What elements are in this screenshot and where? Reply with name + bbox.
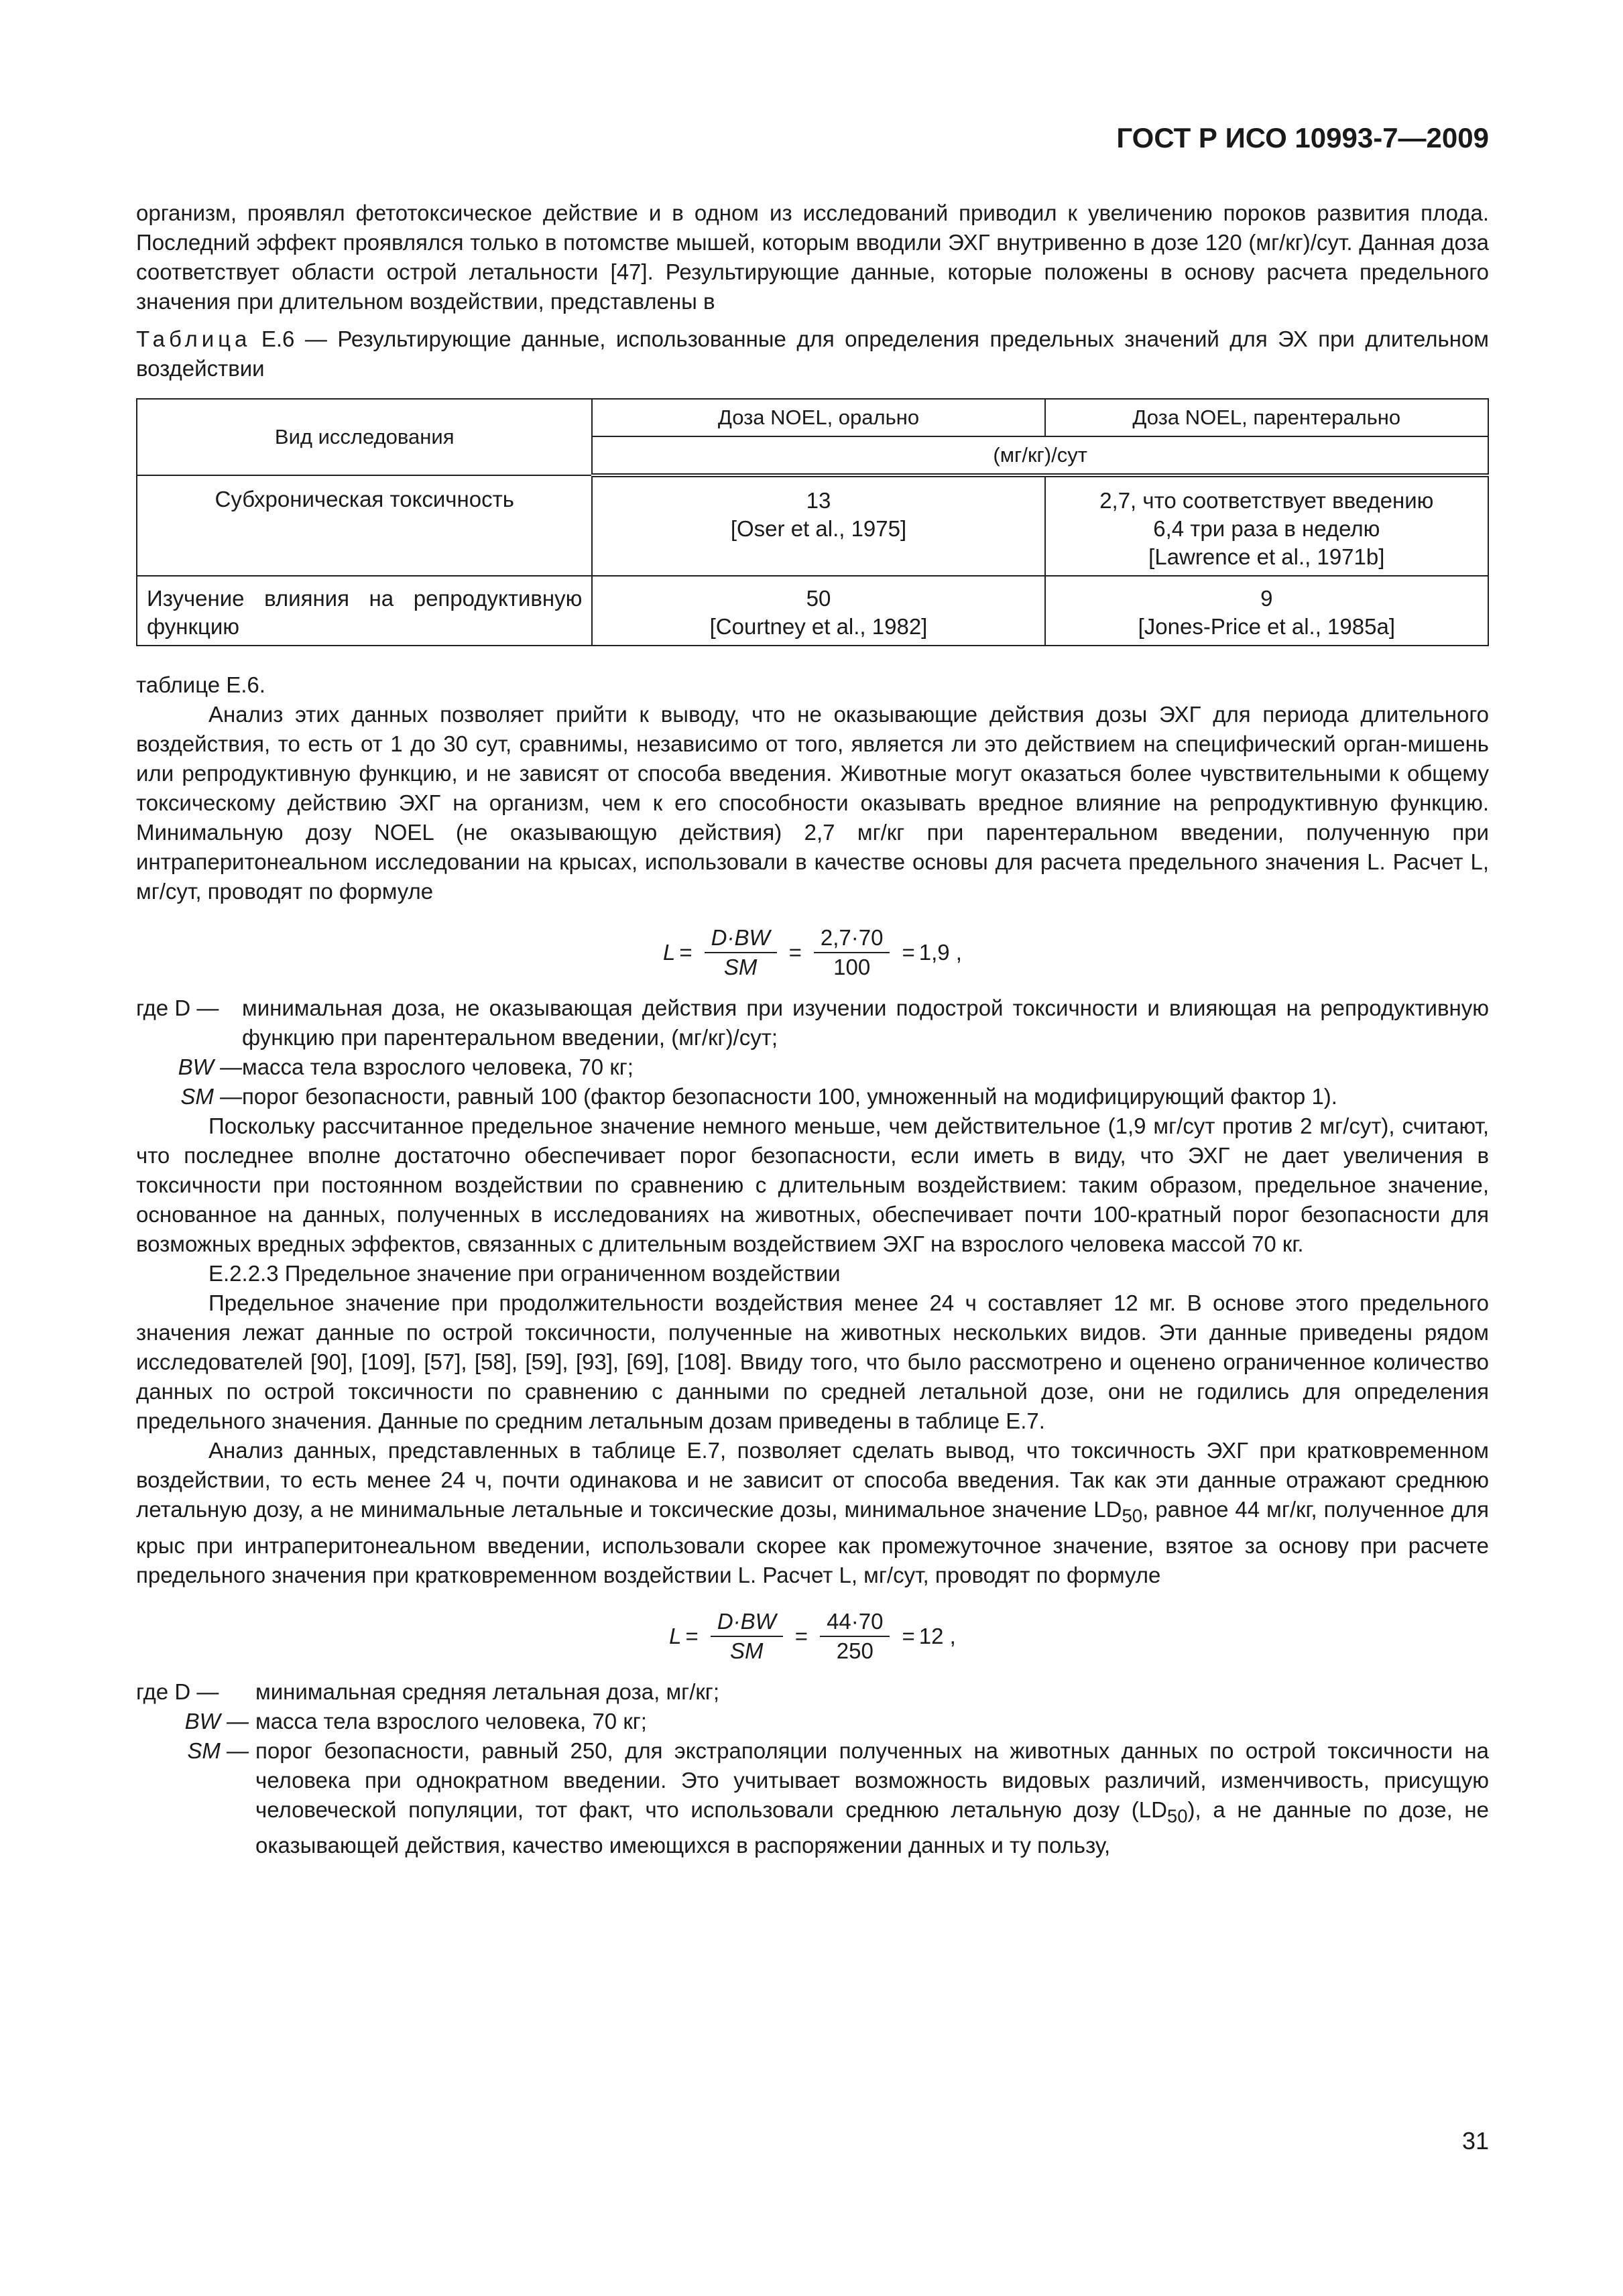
- table-row: [137, 576, 1488, 646]
- cell-par-line1: 2,7, что соответствует введению: [1099, 488, 1434, 513]
- formula-eq: =: [788, 940, 802, 965]
- page-content: [136, 198, 1489, 1860]
- cell-oral-value: 13: [806, 488, 831, 513]
- table-e6: [136, 398, 1489, 646]
- definition-text-part-a: порог безопасности, равный 250, для экстраполяции полученных на животных данных по острой токсичности на человека при однократном введении. Это учитывает возможность видовых различий, изменчивость, присущую человеческой популяции, тот факт, что использовали среднюю летальную дозу (LD: [255, 1738, 1489, 1822]
- formula-fraction-symbolic: [711, 1608, 783, 1665]
- formula-eq: =: [794, 1623, 808, 1648]
- header-study-type: Вид исследования: [137, 399, 592, 475]
- cell-par-line1: 9: [1260, 586, 1273, 611]
- paragraph-analysis-2-part-a: Анализ данных, представленных в таблице Е.7, позволяет сделать вывод, что токсичность ЭХГ при кратковременном воздействии, то есть менее 24 ч, почти одинакова и не зависит от способа введения. Так как эти данные отражают среднюю летальную дозу, а не минимальные летальные и токсические дозы, минимальное значение LD: [136, 1438, 1489, 1522]
- table-row: [137, 475, 1488, 576]
- table-caption: [136, 324, 1489, 383]
- definition-term: где D —: [136, 1679, 219, 1704]
- table-caption-text: Е.6 — Результирующие данные, использованные для определения предельных значений для ЭХ при длительном воздействии: [136, 326, 1489, 381]
- document-code-header: ГОСТ Р ИСО 10993-7—2009: [1116, 122, 1489, 154]
- definition-text: [249, 1736, 1489, 1861]
- formula-lhs: L: [669, 1623, 682, 1648]
- paragraph-intro: организм, проявлял фетотоксическое действие и в одном из исследований приводил к увеличению пороков развития плода. Последний эффект проявлялся только в потомстве мышей, которым вводили ЭХГ внутривенно в дозе 120 (мг/кг)/сут. Данная доза соответствует области острой летальности [47]. Результирующие данные, которые положены в основу расчета предельного значения при длительном воздействии, представлены в: [136, 200, 1489, 314]
- formula-numerator: 2,7·70: [814, 924, 890, 953]
- cell-parenteral: [1045, 576, 1488, 646]
- cell-study: Изучение влияния на репродуктивную функцию: [137, 576, 592, 646]
- formula-denominator: SM: [730, 1638, 764, 1663]
- cell-par-line2: 6,4 три раза в неделю: [1153, 516, 1380, 541]
- definition-term: где D —: [136, 995, 219, 1020]
- formula-eq: =: [685, 1623, 699, 1648]
- table-caption-label: Таблица: [136, 326, 251, 351]
- paragraph-analysis-2: [136, 1436, 1489, 1590]
- definitions-list-1: [136, 993, 1489, 1111]
- definition-term: BW —: [178, 1054, 242, 1079]
- cell-oral: [592, 475, 1044, 576]
- formula-denominator: 250: [836, 1638, 874, 1663]
- cell-par-line2: [Jones-Price et al., 1985a]: [1138, 614, 1395, 639]
- definition-term: SM —: [180, 1084, 242, 1109]
- paragraph-table-end: таблице Е.6.: [136, 672, 265, 697]
- definition-text: масса тела взрослого человека, 70 кг;: [242, 1054, 634, 1079]
- paragraph-analysis-2-part-b: , равное 44 мг/кг, полученное для крыс при интраперитонеальном введении, использовали скорее как промежуточное значение, взятое за основу при расчете предельного значения при кратковременном воздействии L. Расчет L, мг/сут, проводят по формуле: [136, 1497, 1489, 1587]
- cell-study: Субхроническая токсичность: [137, 475, 592, 576]
- definition-text: минимальная средняя летальная доза, мг/кг;: [255, 1679, 720, 1704]
- page-number: 31: [1461, 2127, 1489, 2155]
- definition-text: масса тела взрослого человека, 70 кг;: [255, 1708, 647, 1734]
- formula-short-term: [136, 1608, 1489, 1665]
- paragraph-since: Поскольку рассчитанное предельное значение немного меньше, чем действительное (1,9 мг/сут против 2 мг/сут), считают, что последнее вполне достаточно обеспечивает порог безопасности, если иметь в виду, что ЭХГ не дает увеличения в токсичности при постоянном воздействии по сравнению с длительным воздействием: таким образом, предельное значение, основанное на данных, полученных в исследованиях на животных, обеспечивает почти 100-кратный порог безопасности для возможных вредных эффектов, связанных с длительным воздействием ЭХГ на взрослого человека массой 70 кг.: [136, 1113, 1489, 1256]
- definition-term: BW —: [184, 1708, 249, 1734]
- subscript-50: 50: [1122, 1505, 1143, 1526]
- header-dose-oral: Доза NOEL, орально: [592, 399, 1044, 436]
- cell-oral: [592, 576, 1044, 646]
- definition-text-part-b: ), а не данные по дозе, не оказывающей действия, качество имеющихся в распоряжении данных и ту пользу,: [255, 1797, 1489, 1858]
- definitions-list-2: [136, 1677, 1489, 1861]
- paragraph-limited: Предельное значение при продолжительности воздействия менее 24 ч составляет 12 мг. В основе этого предельного значения лежат данные по острой токсичности, полученные на животных нескольких видов. Эти данные приведены рядом исследователей [90], [109], [57], [58], [59], [93], [69], [108]. Ввиду того, что было рассмотрено и оценено ограниченное количество данных по острой токсичности по сравнению с данными по средней летальной дозе, они не годились для определения предельного значения. Данные по средним летальным дозам приведены в таблице Е.7.: [136, 1290, 1489, 1433]
- formula-numerator: D·BW: [705, 924, 777, 953]
- formula-eq: =: [902, 940, 915, 965]
- formula-result: 12 ,: [918, 1623, 956, 1648]
- paragraph-analysis: Анализ этих данных позволяет прийти к выводу, что не оказывающие действия дозы ЭХГ для периода длительного воздействия, то есть от 1 до 30 сут, сравнимы, независимо от того, является ли это действием на специфический орган-мишень или репродуктивную функцию, и не зависят от способа введения. Животные могут оказаться более чувствительными к общему токсическому действию ЭХГ на организм, чем к его способности оказывать вредное влияние на репродуктивную функцию. Минимальную дозу NOEL (не оказывающую действия) 2,7 мг/кг при парентеральном введении, полученную при интраперитонеальном исследовании на крысах, использовали в качестве основы для расчета предельного значения L. Расчет L, мг/сут, проводят по формуле: [136, 702, 1489, 904]
- cell-oral-value: 50: [806, 586, 831, 611]
- definition-text: порог безопасности, равный 100 (фактор безопасности 100, умноженный на модифицирующий фактор 1).: [242, 1084, 1337, 1109]
- definition-item: [136, 1082, 1489, 1111]
- formula-fraction-numeric: [820, 1608, 890, 1665]
- formula-numerator: D·BW: [711, 1608, 783, 1637]
- header-dose-parenteral: Доза NOEL, парентерально: [1045, 399, 1488, 436]
- formula-denominator: SM: [723, 955, 758, 979]
- definition-item: [136, 1707, 1489, 1736]
- formula-long-term: [136, 924, 1489, 981]
- cell-par-line3: [Lawrence et al., 1971b]: [1148, 544, 1385, 569]
- formula-eq: =: [902, 1623, 915, 1648]
- header-unit: (мг/кг)/сут: [592, 436, 1488, 475]
- definition-term: SM —: [187, 1738, 249, 1763]
- definition-item: [136, 993, 1489, 1052]
- definition-item: [136, 1736, 1489, 1861]
- formula-result: 1,9 ,: [918, 940, 962, 965]
- definition-item: [136, 1052, 1489, 1082]
- formula-fraction-symbolic: [705, 924, 777, 981]
- formula-denominator: 100: [833, 955, 871, 979]
- table-header-row: [137, 399, 1488, 436]
- formula-fraction-numeric: [814, 924, 890, 981]
- formula-eq: =: [679, 940, 693, 965]
- section-heading: Е.2.2.3 Предельное значение при ограниченном воздействии: [208, 1261, 841, 1286]
- cell-oral-ref: [Courtney et al., 1982]: [709, 614, 928, 639]
- formula-numerator: 44·70: [820, 1608, 890, 1637]
- subscript-50: 50: [1166, 1805, 1188, 1827]
- cell-parenteral: [1045, 475, 1488, 576]
- formula-lhs: L: [663, 940, 676, 965]
- cell-oral-ref: [Oser et al., 1975]: [730, 516, 907, 541]
- definition-text: минимальная доза, не оказывающая действия при изучении подострой токсичности и влияющая на репродуктивную функцию при парентеральном введении, (мг/кг)/сут;: [242, 995, 1489, 1050]
- definition-item: [136, 1677, 1489, 1707]
